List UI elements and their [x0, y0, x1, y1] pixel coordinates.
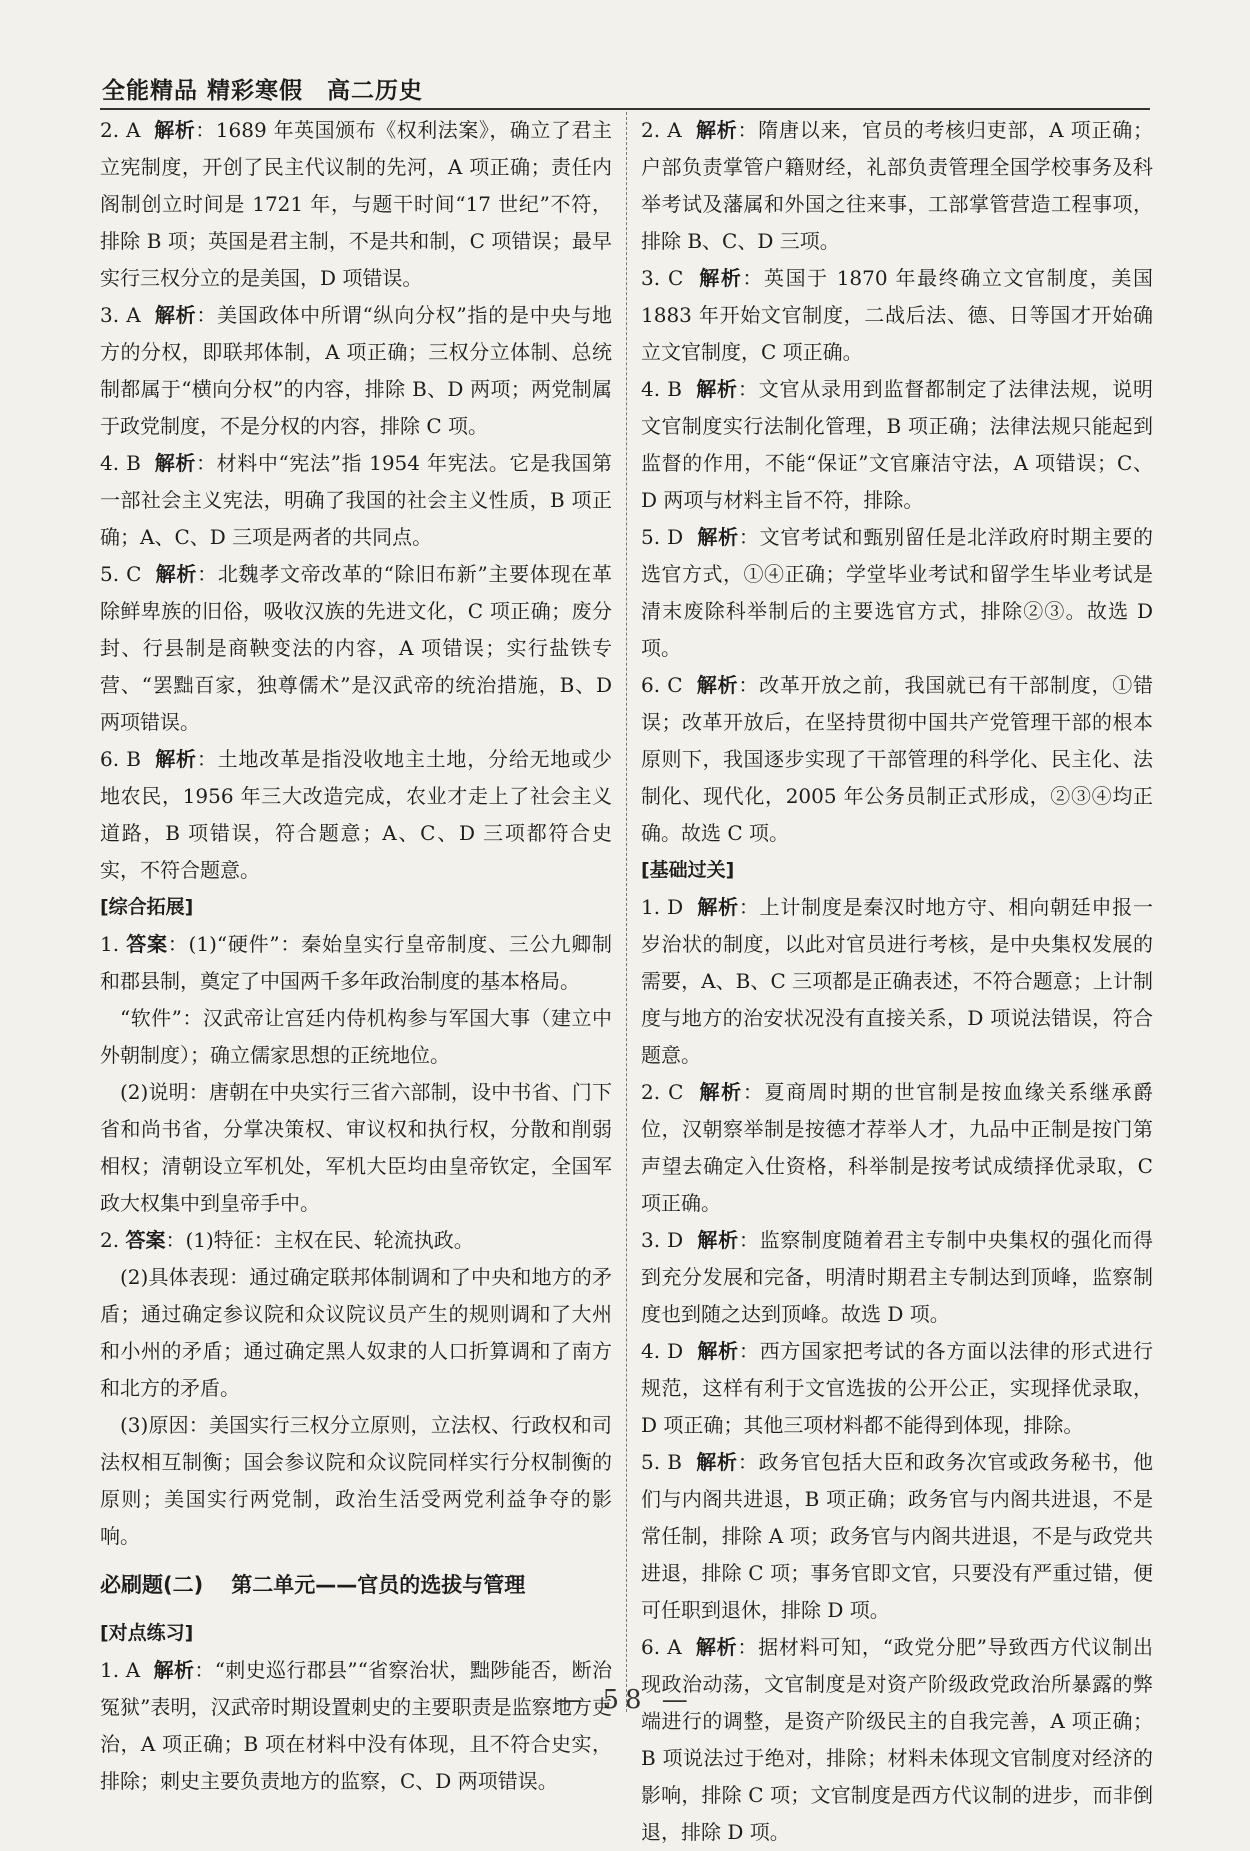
page-number: — 58 — — [556, 1685, 694, 1715]
page-header — [100, 70, 1150, 110]
section-tag-zonghe: [综合拓展] — [100, 896, 194, 918]
answer-item: 3. C 解析：英国于 1870 年最终确立文官制度，美国 1883 年开始文官制度，二战后法、德、日等国才开始确立文官制度，C 项正确。 — [641, 266, 1154, 364]
answer-item: 4. B 解析：材料中“宪法”指 1954 年宪法。它是我国第一部社会主义宪法，明确了我国的社会主义性质，B 项正确；A、C、D 三项是两者的共同点。 — [100, 451, 613, 549]
answer-item: 3. D 解析：监察制度随着君主专制中央集权的强化而得到充分发展和完备，明清时期君主专制达到顶峰，监察制度也到随之达到顶峰。故选 D 项。 — [641, 1228, 1153, 1326]
answer-item: 6. A 解析：据材料可知，“政党分肥”导致西方代议制出现政治动荡，文官制度是对资产阶级政党政治所暴露的弊端进行的调整，是资产阶级民主的自我完善，A 项正确；B 项说法过于绝对，排除；材料未体现文官制度对经济的影响，排除 C 项；文官制度是西方代议制的进步，而非倒退，排除 D 项。 — [641, 1635, 1153, 1844]
section-tag-duidian: [对点练习] — [100, 1622, 194, 1644]
answer-item: 2. C 解析：夏商周时期的世官制是按血缘关系继承爵位，汉朝察举制是按德才荐举人才，九品中正制是按门第声望去确定入仕资格，科举制是按考试成绩择优录取，C 项正确。 — [641, 1080, 1154, 1215]
column-divider — [626, 112, 627, 1712]
answer-item: 1. D 解析：上计制度是秦汉时地方守、相向朝廷申报一岁治状的制度，以此对官员进行考核，是中央集权发展的需要，A、B、C 三项都是正确表述，不符合题意；上计制度与地方的治安状况没有直接关系，D 项说法错误，符合题意。 — [641, 895, 1153, 1067]
answer-item: 1. 答案：(1)“硬件”：秦始皇实行皇帝制度、三公九卿制和郡县制，奠定了中国两千多年政治制度的基本格局。 — [100, 932, 613, 993]
header-title: 全能精品 精彩寒假 高二历史 — [102, 78, 424, 104]
answer-paragraph: (2)具体表现：通过确定联邦体制调和了中央和地方的矛盾；通过确定参议院和众议院议员产生的规则调和了大州和小州的矛盾；通过确定黑人奴隶的人口折算调和了南方和北方的矛盾。 — [100, 1265, 612, 1400]
answer-item: 3. A 解析：美国政体中所谓“纵向分权”指的是中央与地方的分权，即联邦体制，A 项正确；三权分立体制、总统制都属于“横向分权”的内容，排除 B、D 两项；两党制属于政党制度，不是分权的内容，排除 C 项。 — [100, 303, 612, 438]
left-column — [100, 112, 612, 1800]
answer-paragraph: “软件”：汉武帝让宫廷内侍机构参与军国大事（建立中外朝制度）；确立儒家思想的正统地位。 — [100, 1006, 612, 1067]
answer-paragraph: (2)说明：唐朝在中央实行三省六部制，设中书省、门下省和尚书省，分掌决策权、审议权和执行权，分散和削弱相权；清朝设立军机处，军机大臣均由皇帝钦定，全国军政大权集中到皇帝手中。 — [100, 1080, 612, 1215]
answer-item: 5. D 解析：文官考试和甄别留任是北洋政府时期主要的选官方式，①④正确；学堂毕业考试和留学生毕业考试是清末废除科举制后的主要选官方式，排除②③。故选 D 项。 — [641, 525, 1153, 660]
answer-paragraph: (3)原因：美国实行三权分立原则，立法权、行政权和司法权相互制衡；国会参议院和众议院同样实行分权制衡的原则；美国实行两党制，政治生活受两党利益争夺的影响。 — [100, 1413, 612, 1548]
answer-item: 1. A 解析：“刺史巡行郡县”“省察治状，黜陟能否，断治冤狱”表明，汉武帝时期设置刺史的主要职责是监察地方吏治，A 项正确；B 项在材料中没有体现，且不符合史实，排除；刺史主要负责地方的监察，C、D 两项错误。 — [100, 1658, 612, 1793]
answer-item: 2. A 解析：隋唐以来，官员的考核归吏部，A 项正确；户部负责掌管户籍财经，礼部负责管理全国学校事务及科举考试及藩属和外国之往来事，工部掌管营造工程事项，排除 B、C、D 三项。 — [641, 118, 1154, 253]
answer-item: 2. A 解析：1689 年英国颁布《权利法案》，确立了君主立宪制度，开创了民主代议制的先河，A 项正确；责任内阁制创立时间是 1721 年，与题干时间“17 世纪”不符，排除 B 项；英国是君主制，不是共和制，C 项错误；最早实行三权分立的是美国，D 项错误。 — [100, 118, 613, 290]
answer-item: 5. C 解析：北魏孝文帝改革的“除旧布新”主要体现在革除鲜卑族的旧俗，吸收汉族的先进文化，C 项正确；废分封、行县制是商鞅变法的内容，A 项错误；实行盐铁专营、“罢黜百家，独尊儒术”是汉武帝的统治措施，B、D 两项错误。 — [100, 562, 613, 734]
answer-item: 4. D 解析：西方国家把考试的各方面以法律的形式进行规范，这样有利于文官选拔的公开公正，实现择优录取，D 项正确；其他三项材料都不能得到体现，排除。 — [641, 1339, 1153, 1437]
answer-item: 6. C 解析：改革开放之前，我国就已有干部制度，①错误；改革开放后，在坚持贯彻中国共产党管理干部的根本原则下，我国逐步实现了干部管理的科学化、民主化、法制化、现代化，2005 年公务员制正式形成，②③④均正确。故选 C 项。 — [641, 673, 1153, 845]
section-tag-jichu: [基础过关] — [641, 859, 735, 881]
right-column — [641, 112, 1153, 1851]
answer-item: 5. B 解析：政务官包括大臣和政务次官或政务秘书，他们与内阁共进退，B 项正确；政务官与内阁共进退，不是常任制，排除 A 项；政务官与内阁共进退，不是与政党共进退，排除 C 项；事务官即文官，只要没有严重过错，便可任职到退休，排除 D 项。 — [641, 1450, 1154, 1622]
section-title: 必刷题(二) 第二单元——官员的选拔与管理 — [100, 1573, 526, 1597]
answer-item: 2. 答案：(1)特征：主权在民、轮流执政。 — [100, 1228, 474, 1252]
answer-item: 6. B 解析：土地改革是指没收地主土地，分给无地或少地农民，1956 年三大改造完成，农业才走上了社会主义道路，B 项错误，符合题意；A、C、D 三项都符合史实，不符合题意。 — [100, 747, 613, 882]
answer-item: 4. B 解析：文官从录用到监督都制定了法律法规，说明文官制度实行法制化管理，B 项正确；法律法规只能起到监督的作用，不能“保证”文官廉洁守法，A 项错误；C、D 两项与材料主旨不符，排除。 — [641, 377, 1154, 512]
